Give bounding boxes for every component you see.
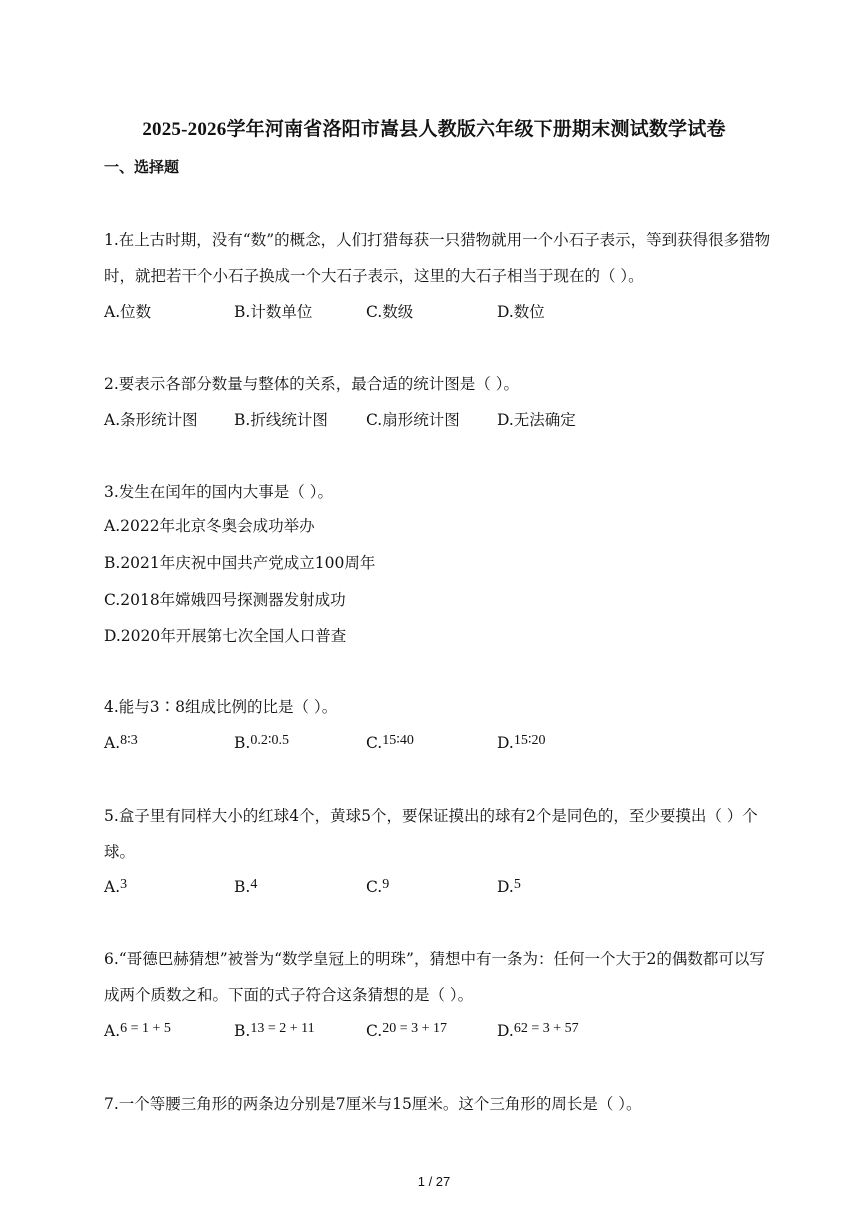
- option-d: D.数位: [497, 303, 545, 321]
- section-heading: 一、选择题: [104, 158, 180, 176]
- option-a: A.3: [104, 877, 128, 896]
- option-a: A.8∶3: [104, 733, 138, 752]
- question-7: 7.一个等腰三角形的两条边分别是7厘米与15厘米。这个三角形的周长是（ ）。: [104, 1095, 642, 1113]
- option-b: B.4: [234, 877, 258, 896]
- question-4: 4.能与3∶8组成比例的比是（ ）。: [104, 698, 338, 716]
- option-c: C.扇形统计图: [366, 411, 460, 429]
- option-c: C.9: [366, 877, 390, 896]
- option-a: A.条形统计图: [104, 411, 198, 429]
- option-b: B.13 = 2 + 11: [234, 1021, 315, 1040]
- option-b: B.折线统计图: [234, 411, 328, 429]
- option-c: C.20 = 3 + 17: [366, 1021, 448, 1040]
- question-6-options: [104, 1022, 784, 1050]
- option-d: D.62 = 3 + 57: [497, 1021, 579, 1040]
- option-b: B.计数单位: [234, 303, 313, 321]
- option-b: B.0.2∶0.5: [234, 733, 289, 752]
- page-number: 1 / 27: [417, 1174, 451, 1189]
- question-5: 5.盒子里有同样大小的红球4个，黄球5个，要保证摸出的球有2个是同色的，至少要摸出（ ）个球。: [104, 807, 758, 861]
- question-6: 6.“哥德巴赫猜想”被誉为“数学皇冠上的明珠”，猜想中有一条为：任何一个大于2的偶数都可以写成两个质数之和。下面的式子符合这条猜想的是（ ）。: [104, 950, 765, 1004]
- option-b: B.2021年庆祝中国共产党成立100周年: [104, 554, 376, 572]
- option-c: C.2018年嫦娥四号探测器发射成功: [104, 591, 346, 609]
- option-a: A.位数: [104, 303, 152, 321]
- option-c: C.15∶40: [366, 733, 414, 752]
- exam-title: 2025-2026学年河南省洛阳市嵩县人教版六年级下册期末测试数学试卷: [142, 119, 726, 140]
- option-a: A.6 = 1 + 5: [104, 1021, 171, 1040]
- option-d: D.5: [497, 877, 521, 896]
- question-2: 2.要表示各部分数量与整体的关系，最合适的统计图是（ ）。: [104, 375, 519, 393]
- option-a: A.2022年北京冬奥会成功举办: [104, 517, 315, 535]
- option-c: C.数级: [366, 303, 414, 321]
- option-d: D.无法确定: [497, 411, 576, 429]
- question-3: 3.发生在闰年的国内大事是（ ）。: [104, 483, 333, 501]
- question-1-options: [104, 300, 784, 328]
- option-d: D.15∶20: [497, 733, 546, 752]
- question-4-options: [104, 734, 784, 762]
- question-2-options: [104, 408, 784, 436]
- question-5-options: [104, 878, 784, 906]
- option-d: D.2020年开展第七次全国人口普查: [104, 627, 347, 645]
- question-1: 1.在上古时期，没有“数”的概念，人们打猎每获一只猎物就用一个小石子表示，等到获得很多猎物时，就把若干个小石子换成一个大石子表示，这里的大石子相当于现在的（ ）。: [104, 231, 771, 285]
